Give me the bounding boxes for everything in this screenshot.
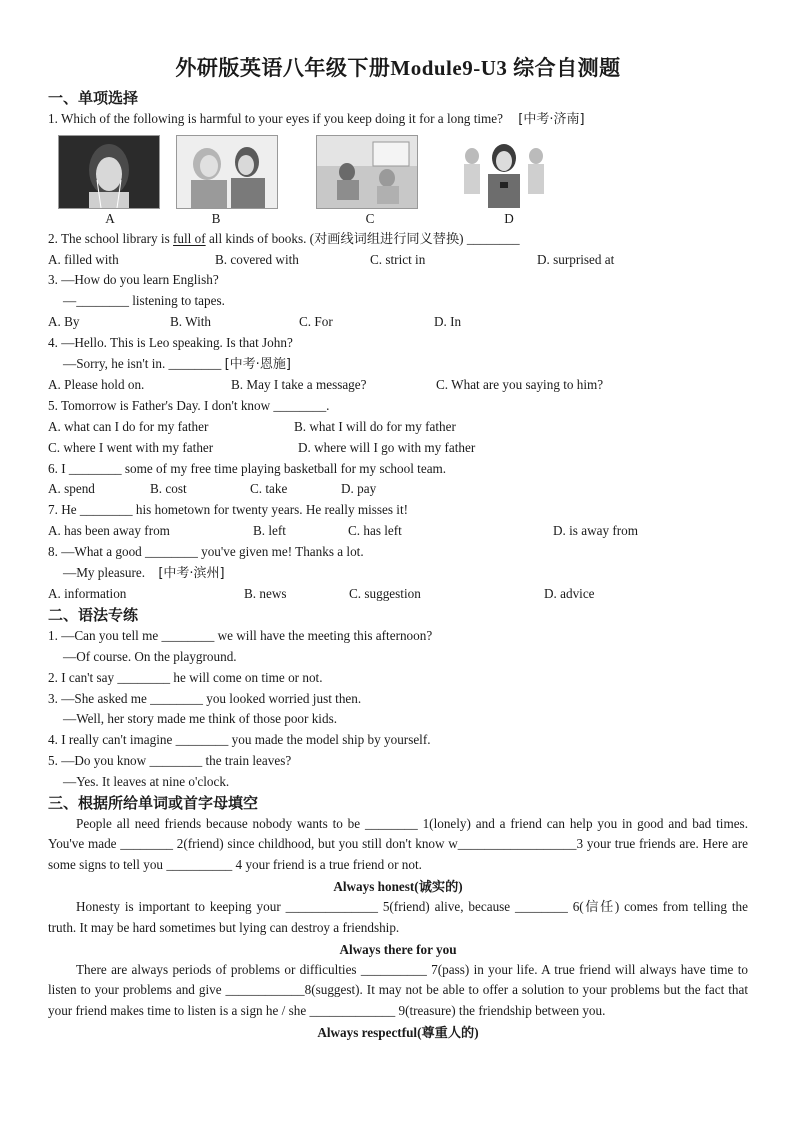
picture-two-girls-talking (176, 135, 278, 209)
option: B. left (253, 522, 286, 538)
passage-paragraph: There are always periods of problems or difficulties __________ 7(pass) in your life. A true friend will always have time to listen to your problems and give ____________8(suggest). It may not be able to offer a solution to your problems but the fact that your friend makes time to listen is a sign he / she _____________ 9(treasure) the friendship between you. (48, 961, 748, 1019)
question-5: 5. Tomorrow is Father's Day. I don't know ________. (48, 398, 330, 414)
question-3-reply: —________ listening to tapes. (63, 293, 225, 309)
grammar-item: 5. —Do you know ________ the train leaves? (48, 752, 292, 768)
option: B. what I will do for my father (294, 418, 456, 434)
option: B. news (244, 586, 287, 602)
picture-label: A (105, 210, 115, 226)
grammar-item: —Well, her story made me think of those poor kids. (63, 711, 337, 727)
grammar-item: —Yes. It leaves at nine o'clock. (63, 773, 230, 789)
grammar-item: —Of course. On the playground. (63, 648, 237, 664)
option: A. has been away from (48, 522, 170, 538)
picture-people-phones (453, 135, 555, 209)
picture-options (48, 131, 748, 229)
option: C. take (250, 481, 288, 497)
question-4: 4. —Hello. This is Leo speaking. Is that John? (48, 334, 293, 350)
option: A. information (48, 586, 127, 602)
picture-girl-headphones (58, 135, 160, 209)
option: B. May I take a message? (231, 377, 367, 393)
option: A. filled with (48, 251, 119, 267)
worksheet (48, 52, 748, 1043)
option: C. For (299, 313, 333, 329)
options-row (48, 438, 748, 459)
option: A. spend (48, 481, 95, 497)
picture-kids-games (316, 135, 418, 209)
passage-paragraph: Honesty is important to keeping your ______________ 5(friend) alive, because ________ 6(信任) comes from telling the truth. It may be hard sometimes but lying can destroy a friendship. (48, 898, 748, 935)
question-text: 2. The school library is (48, 230, 174, 246)
option: C. What are you saying to him? (436, 377, 604, 393)
question-text: 1. Which of the following is harmful to your eyes if you keep doing it for a long time? (48, 111, 503, 126)
grammar-item: 1. —Can you tell me ________ we will have the meeting this afternoon? (48, 628, 433, 644)
source-tag: [中考·恩施] (224, 356, 291, 372)
option: D. advice (544, 586, 595, 602)
options-row (48, 417, 748, 438)
page-title: 外研版英语八年级下册Module9-U3 综合自测题 (175, 56, 621, 80)
passage-subheading: Always respectful(尊重人的) (317, 1024, 479, 1040)
options-row (48, 479, 748, 500)
passage-subheading: Always honest(诚实的) (333, 878, 463, 894)
question-text: —My pleasure. (63, 564, 146, 580)
option: C. has left (348, 522, 402, 538)
section-heading: 二、语法专练 (48, 606, 139, 625)
option: B. covered with (215, 251, 299, 267)
question-4-reply (48, 354, 748, 376)
grammar-item: 2. I can't say ________ he will come on time or not. (48, 669, 323, 685)
underlined-phrase: full of (173, 230, 206, 246)
question-7: 7. He ________ his hometown for twenty years. He really misses it! (48, 502, 409, 518)
option: D. is away from (553, 522, 638, 538)
option: B. With (170, 313, 211, 329)
options-row (48, 584, 748, 605)
question-8: 8. —What a good ________ you've given me! Thanks a lot. (48, 543, 364, 559)
options-row (48, 250, 748, 271)
question-3: 3. —How do you learn English? (48, 272, 219, 288)
source-tag: [中考·滨州] (158, 565, 225, 581)
passage-paragraph: People all need friends because nobody wants to be ________ 1(lonely) and a friend can help you in good and bad times. You've made ________ 2(friend) since childhood, but you still don't know w__________________3 your true friends are. Here are some signs to tell you __________ 4 your friend is a true friend or not. (48, 815, 748, 873)
question-text: —Sorry, he isn't in. ________ (63, 355, 225, 371)
option: A. Please hold on. (48, 377, 145, 393)
option: C. suggestion (349, 586, 421, 602)
question-2 (48, 229, 748, 250)
grammar-item: 3. —She asked me ________ you looked worried just then. (48, 690, 362, 706)
option: C. where I went with my father (48, 439, 214, 455)
section-heading: 一、单项选择 (48, 89, 139, 107)
picture-label: D (504, 210, 514, 226)
option: D. In (434, 313, 462, 329)
passage-subheading: Always there for you (339, 941, 457, 957)
option: D. surprised at (537, 251, 615, 267)
option: D. pay (341, 481, 377, 497)
option: C. strict in (370, 251, 426, 267)
options-row (48, 375, 748, 396)
option: B. cost (150, 481, 187, 497)
options-row (48, 312, 748, 333)
question-1 (48, 109, 748, 131)
question-8-reply (48, 563, 748, 585)
question-text: all kinds of books. (对画线词组进行同义替换) ________ (205, 230, 520, 246)
option: A. what can I do for my father (48, 418, 209, 434)
picture-label: B (211, 210, 221, 226)
grammar-item: 4. I really can't imagine ________ you made the model ship by yourself. (48, 732, 431, 748)
section-heading: 三、根据所给单词或首字母填空 (48, 793, 259, 812)
options-row (48, 521, 748, 542)
question-6: 6. I ________ some of my free time playing basketball for my school team. (48, 460, 447, 476)
option: D. where will I go with my father (298, 439, 476, 455)
picture-label: C (365, 210, 375, 226)
source-tag: [中考·济南] (518, 112, 585, 127)
option: A. By (48, 313, 80, 329)
